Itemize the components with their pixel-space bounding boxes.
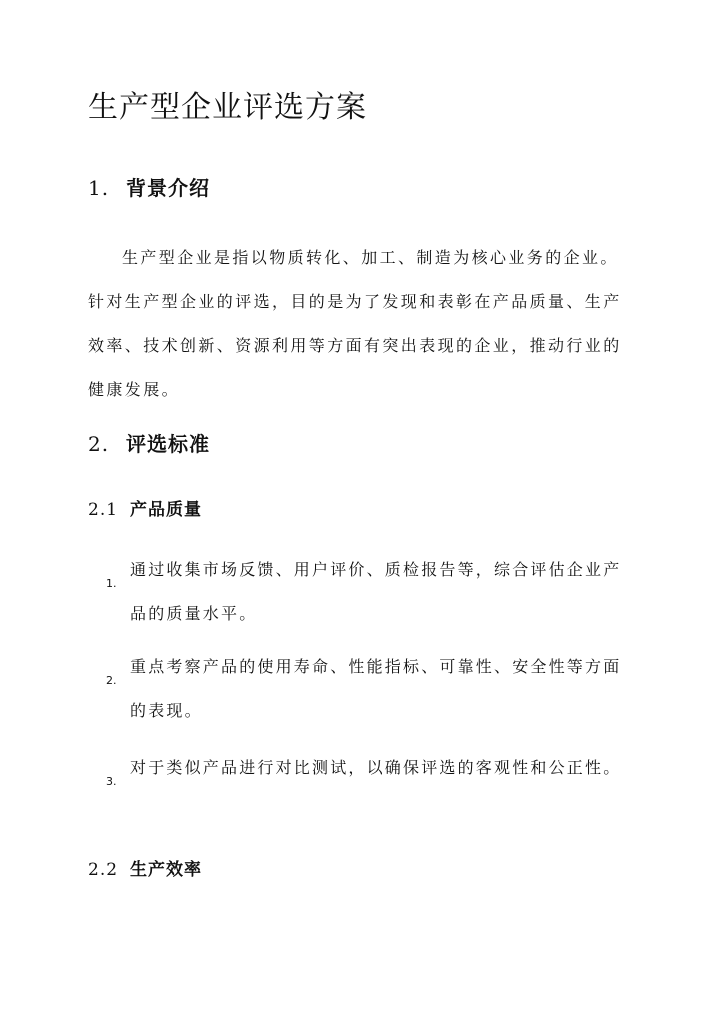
list-item [106,746,626,790]
subsection-title: 产品质量 [130,500,202,520]
section-number: 2. [88,432,110,456]
section-number: 1. [88,176,110,200]
subsection-title: 生产效率 [130,860,202,880]
section-heading-background [88,173,210,203]
background-paragraph: 生产型企业是指以物质转化、加工、制造为核心业务的企业。针对生产型企业的评选，目的是为了发现和表彰在产品质量、生产效率、技术创新、资源利用等方面有突出表现的企业，推动行业的健康发展。 [88,248,622,399]
list-item-text: 重点考察产品的使用寿命、性能指标、可靠性、安全性等方面的表现。 [130,657,622,720]
list-item-text: 通过收集市场反馈、用户评价、质检报告等，综合评估企业产品的质量水平。 [130,560,622,623]
section-title: 背景介绍 [126,176,210,200]
list-item [106,645,626,733]
list-marker: 2. [106,674,117,687]
subsection-heading-product-quality [88,497,202,523]
list-item [106,548,626,636]
list-marker: 1. [106,577,117,590]
list-marker: 3. [106,775,117,788]
document-title: 生产型企业评选方案 [88,90,367,125]
section-title: 评选标准 [126,432,210,456]
list-item-text: 对于类似产品进行对比测试，以确保评选的客观性和公正性。 [130,758,622,777]
subsection-number: 2.2 [88,860,119,880]
section-heading-criteria [88,429,210,459]
subsection-heading-production-efficiency [88,857,202,883]
subsection-number: 2.1 [88,500,119,520]
